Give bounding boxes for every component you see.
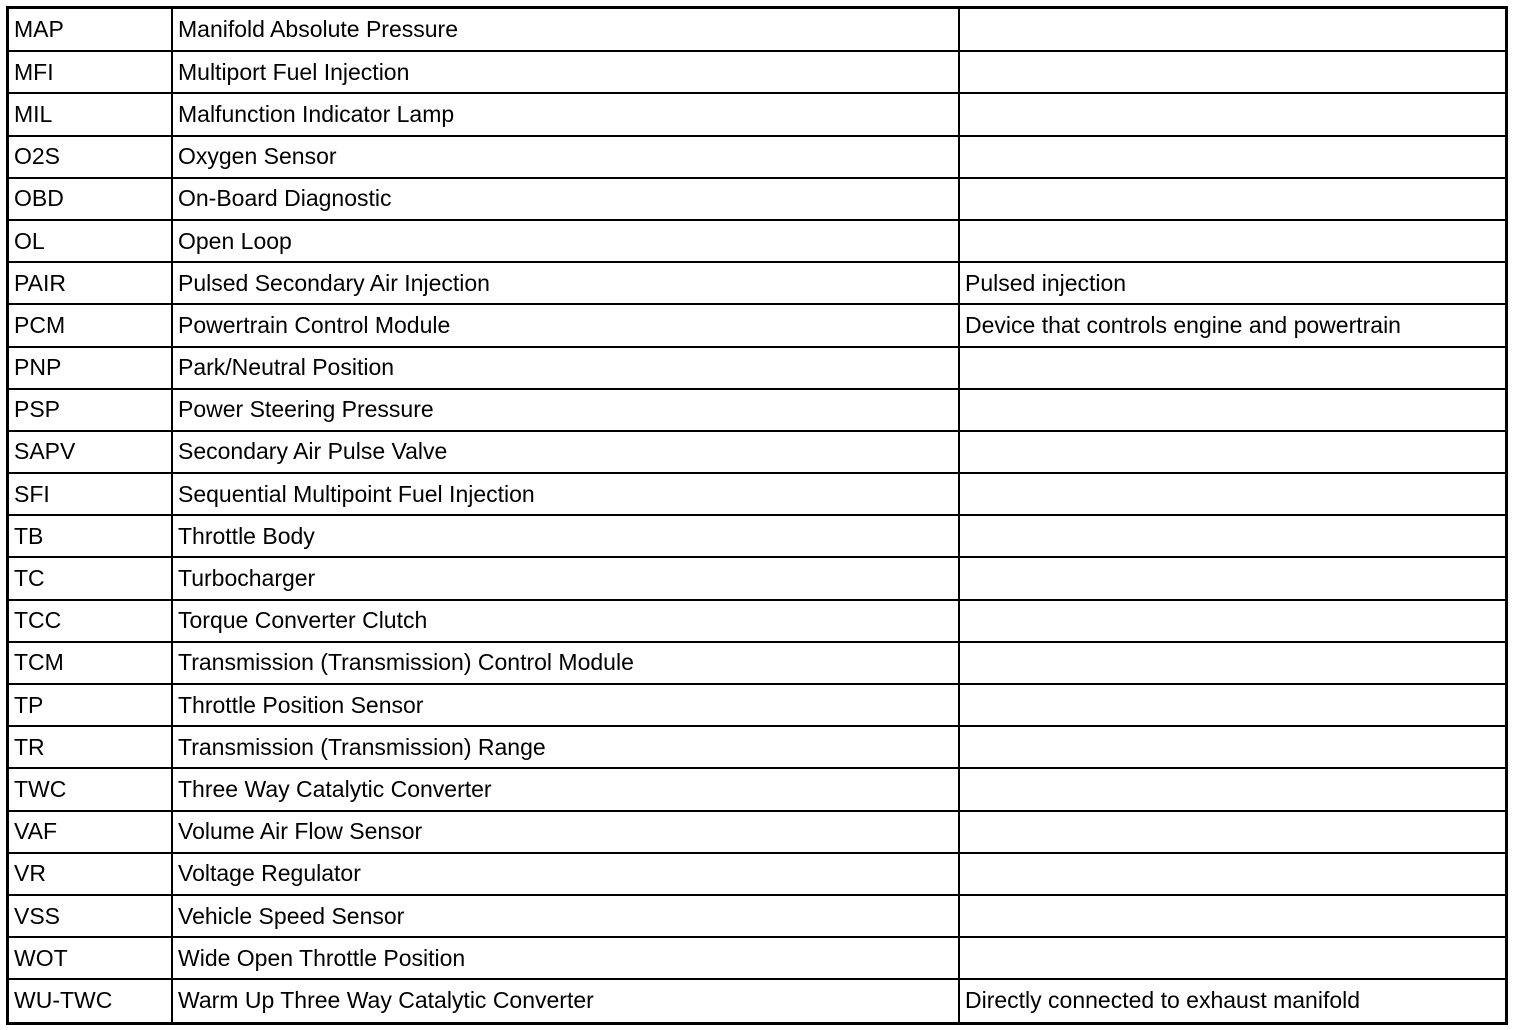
abbreviation-table	[9, 9, 1505, 1022]
abbreviation-cell: WOT	[9, 937, 172, 979]
term-cell: Throttle Position Sensor	[172, 684, 959, 726]
table-row	[9, 220, 1505, 262]
note-cell	[959, 93, 1505, 135]
table-row	[9, 347, 1505, 389]
abbreviation-cell: MIL	[9, 93, 172, 135]
term-cell: Three Way Catalytic Converter	[172, 768, 959, 810]
note-cell	[959, 557, 1505, 599]
table-row	[9, 979, 1505, 1021]
abbreviation-table-body	[9, 9, 1505, 1022]
note-cell	[959, 811, 1505, 853]
term-cell: Open Loop	[172, 220, 959, 262]
abbreviation-cell: SFI	[9, 473, 172, 515]
abbreviation-cell: TB	[9, 515, 172, 557]
note-cell	[959, 895, 1505, 937]
table-row	[9, 473, 1505, 515]
note-cell	[959, 9, 1505, 51]
table-row	[9, 557, 1505, 599]
term-cell: Warm Up Three Way Catalytic Converter	[172, 979, 959, 1021]
note-cell	[959, 220, 1505, 262]
abbreviation-cell: WU-TWC	[9, 979, 172, 1021]
term-cell: Park/Neutral Position	[172, 347, 959, 389]
abbreviation-cell: MFI	[9, 51, 172, 93]
note-cell	[959, 515, 1505, 557]
abbreviation-cell: TP	[9, 684, 172, 726]
abbreviation-cell: OL	[9, 220, 172, 262]
abbreviation-cell: MAP	[9, 9, 172, 51]
table-row	[9, 51, 1505, 93]
abbreviation-cell: TCC	[9, 600, 172, 642]
table-row	[9, 642, 1505, 684]
term-cell: Volume Air Flow Sensor	[172, 811, 959, 853]
abbreviation-cell: OBD	[9, 178, 172, 220]
term-cell: Turbocharger	[172, 557, 959, 599]
abbreviation-cell: TC	[9, 557, 172, 599]
abbreviation-cell: SAPV	[9, 431, 172, 473]
term-cell: Vehicle Speed Sensor	[172, 895, 959, 937]
term-cell: Manifold Absolute Pressure	[172, 9, 959, 51]
term-cell: Secondary Air Pulse Valve	[172, 431, 959, 473]
table-row	[9, 431, 1505, 473]
term-cell: Wide Open Throttle Position	[172, 937, 959, 979]
abbreviation-cell: VSS	[9, 895, 172, 937]
note-cell	[959, 347, 1505, 389]
note-cell	[959, 684, 1505, 726]
note-cell: Pulsed injection	[959, 262, 1505, 304]
term-cell: Sequential Multipoint Fuel Injection	[172, 473, 959, 515]
note-cell	[959, 431, 1505, 473]
note-cell	[959, 473, 1505, 515]
table-row	[9, 726, 1505, 768]
note-cell	[959, 51, 1505, 93]
table-row	[9, 937, 1505, 979]
note-cell	[959, 726, 1505, 768]
table-row	[9, 178, 1505, 220]
note-cell	[959, 768, 1505, 810]
table-row	[9, 136, 1505, 178]
term-cell: Voltage Regulator	[172, 853, 959, 895]
abbreviation-cell: VAF	[9, 811, 172, 853]
abbreviation-cell: PSP	[9, 389, 172, 431]
table-row	[9, 811, 1505, 853]
table-row	[9, 600, 1505, 642]
term-cell: Multiport Fuel Injection	[172, 51, 959, 93]
table-row	[9, 9, 1505, 51]
term-cell: Transmission (Transmission) Range	[172, 726, 959, 768]
note-cell	[959, 136, 1505, 178]
table-row	[9, 895, 1505, 937]
table-row	[9, 684, 1505, 726]
abbreviation-cell: VR	[9, 853, 172, 895]
note-cell	[959, 600, 1505, 642]
table-row	[9, 515, 1505, 557]
note-cell	[959, 642, 1505, 684]
note-cell: Device that controls engine and powertrain	[959, 304, 1505, 346]
note-cell: Directly connected to exhaust manifold	[965, 987, 1361, 1014]
note-cell	[959, 937, 1505, 979]
term-cell: Throttle Body	[172, 515, 959, 557]
table-row	[9, 389, 1505, 431]
table-row	[9, 768, 1505, 810]
term-cell: Pulsed Secondary Air Injection	[172, 262, 959, 304]
table-row	[9, 853, 1505, 895]
note-cell	[959, 178, 1505, 220]
abbreviation-cell: TR	[9, 726, 172, 768]
abbreviation-cell: PCM	[9, 304, 172, 346]
abbreviation-cell: TWC	[9, 768, 172, 810]
abbreviation-table-frame	[6, 6, 1508, 1025]
abbreviation-cell: PAIR	[9, 262, 172, 304]
table-row	[9, 262, 1505, 304]
term-cell: On-Board Diagnostic	[172, 178, 959, 220]
term-cell: Power Steering Pressure	[172, 389, 959, 431]
term-cell: Malfunction Indicator Lamp	[172, 93, 959, 135]
term-cell: Transmission (Transmission) Control Module	[172, 642, 959, 684]
term-cell: Oxygen Sensor	[172, 136, 959, 178]
note-cell	[959, 853, 1505, 895]
term-cell: Powertrain Control Module	[172, 304, 959, 346]
abbreviation-cell: TCM	[9, 642, 172, 684]
table-row	[9, 304, 1505, 346]
table-row	[9, 93, 1505, 135]
term-cell: Torque Converter Clutch	[172, 600, 959, 642]
abbreviation-cell: PNP	[9, 347, 172, 389]
note-cell	[959, 389, 1505, 431]
abbreviation-cell: O2S	[9, 136, 172, 178]
